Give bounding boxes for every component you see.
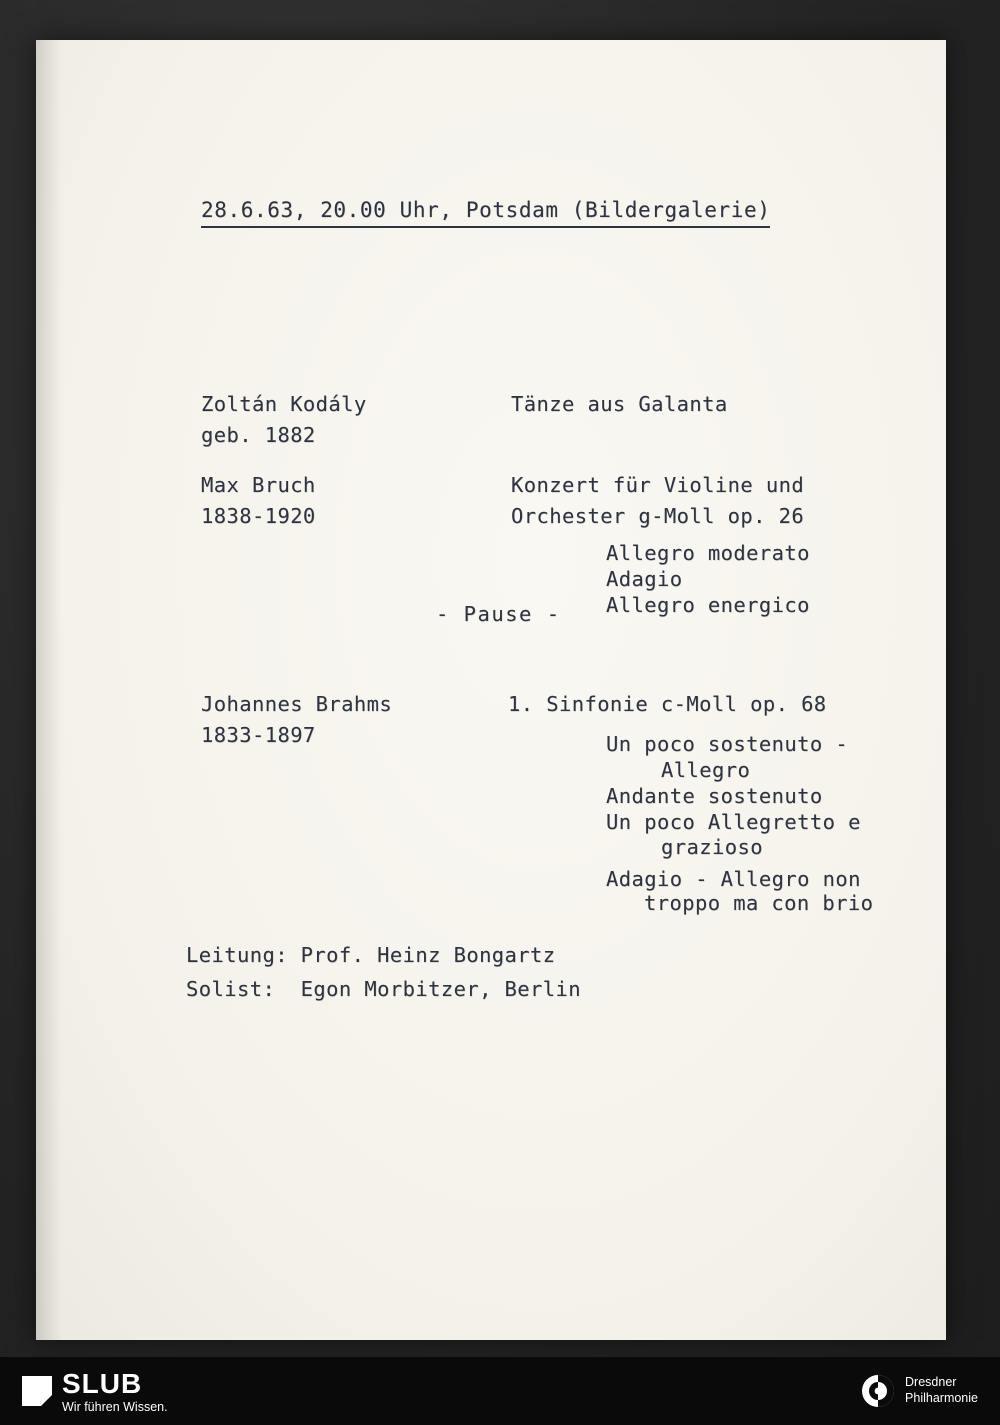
slub-logo-text xyxy=(62,1368,168,1415)
slub-name: SLUB xyxy=(62,1367,143,1399)
work-title-bruch-line2: Orchester g-Moll op. 26 xyxy=(511,504,805,528)
slub-logo xyxy=(22,1368,168,1415)
movement-brahms-3: Un poco Allegretto e xyxy=(606,810,861,834)
page-title: 28.6.63, 20.00 Uhr, Potsdam (Bildergalerie) xyxy=(201,198,770,228)
intermission-label: - Pause - xyxy=(436,602,561,626)
slub-tagline: Wir führen Wissen. xyxy=(62,1399,168,1414)
composer-name-kodaly: Zoltán Kodály xyxy=(201,392,367,416)
movement-bruch-2: Adagio xyxy=(606,567,683,591)
movement-brahms-4: Adagio - Allegro non xyxy=(606,867,861,891)
movement-bruch-1: Allegro moderato xyxy=(606,541,810,565)
typed-program-text xyxy=(36,40,946,1340)
conductor-line: Leitung: Prof. Heinz Bongartz xyxy=(186,943,556,967)
movement-brahms-1-cont: Allegro xyxy=(661,758,751,782)
slub-logo-icon xyxy=(22,1376,52,1406)
footer-bar xyxy=(0,1357,1000,1425)
dresdner-philharmonie-logo xyxy=(861,1374,978,1408)
work-title-brahms: 1. Sinfonie c-Moll op. 68 xyxy=(508,692,827,716)
philharmonie-line1: Dresdner xyxy=(905,1375,957,1390)
work-title-kodaly: Tänze aus Galanta xyxy=(511,392,728,416)
movement-brahms-4-cont: troppo ma con brio xyxy=(644,891,874,915)
composer-name-brahms: Johannes Brahms xyxy=(201,692,393,716)
movement-brahms-2: Andante sostenuto xyxy=(606,784,823,808)
movement-brahms-1: Un poco sostenuto - xyxy=(606,732,849,756)
composer-dates-brahms: 1833-1897 xyxy=(201,723,316,747)
movement-bruch-3: Allegro energico xyxy=(606,593,810,617)
document-sheet xyxy=(36,40,946,1340)
philharmonie-text xyxy=(905,1375,978,1406)
work-title-bruch-line1: Konzert für Violine und xyxy=(511,473,805,497)
movement-brahms-3-cont: grazioso xyxy=(661,835,763,859)
composer-dates-bruch: 1838-1920 xyxy=(201,504,316,528)
soloist-line: Solist: Egon Morbitzer, Berlin xyxy=(186,977,582,1001)
philharmonie-line2: Philharmonie xyxy=(905,1391,978,1405)
composer-name-bruch: Max Bruch xyxy=(201,473,316,497)
philharmonie-circle-icon xyxy=(861,1374,895,1408)
composer-dates-kodaly: geb. 1882 xyxy=(201,423,316,447)
